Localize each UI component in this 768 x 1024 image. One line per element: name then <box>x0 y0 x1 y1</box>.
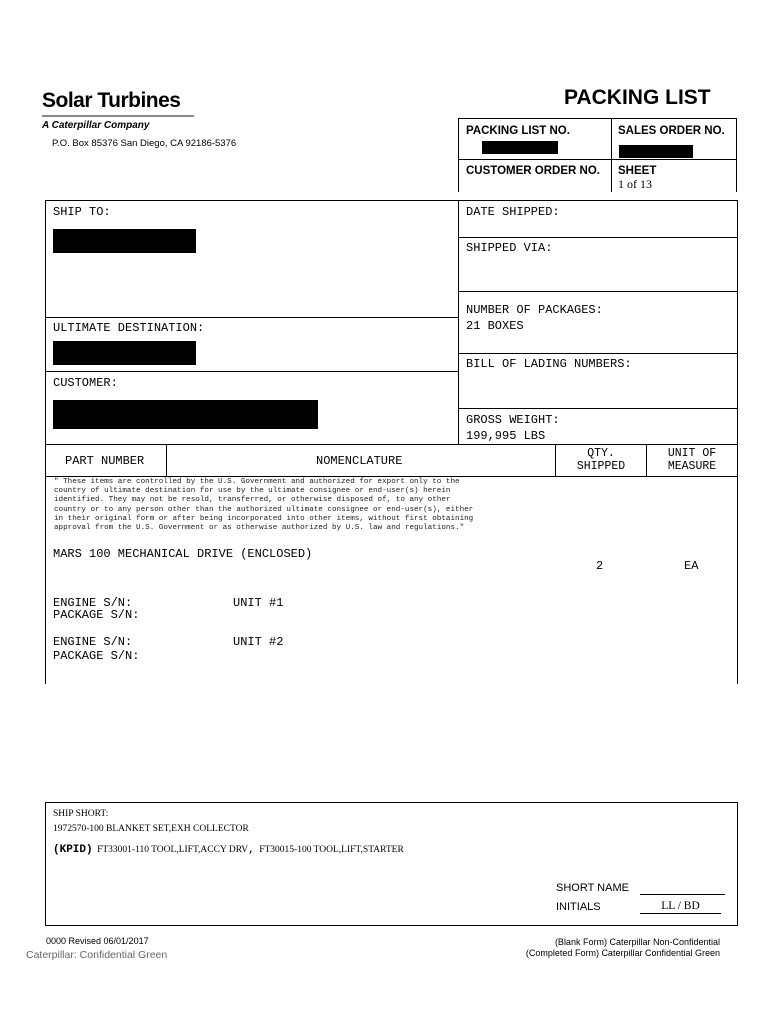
item-uom: EA <box>684 559 699 573</box>
customer-label: CUSTOMER: <box>53 376 118 390</box>
classification-label: Caterpillar: Confidential Green <box>26 949 168 961</box>
unit-1: UNIT #1 <box>233 596 284 610</box>
shipped-via-label: SHIPPED VIA: <box>466 241 553 255</box>
short-name-line <box>640 894 725 895</box>
company-address: P.O. Box 85376 San Diego, CA 92186-5376 <box>52 138 237 149</box>
col-nomenclature: NOMENCLATURE <box>316 454 403 468</box>
kpid-label: (KPID) <box>53 844 93 856</box>
page-title: PACKING LIST <box>564 86 711 109</box>
number-of-packages-label: NUMBER OF PACKAGES: <box>466 303 603 317</box>
company-subtitle: A Caterpillar Company <box>42 120 150 131</box>
gross-weight-label: GROSS WEIGHT: <box>466 413 560 427</box>
sales-order-no-label: SALES ORDER NO. <box>618 125 725 137</box>
logo-underline <box>42 115 194 117</box>
ship-to-redacted <box>53 229 196 253</box>
packing-list-no-label: PACKING LIST NO. <box>466 125 570 137</box>
unit-2: UNIT #2 <box>233 635 284 649</box>
ship-short-label: SHIP SHORT: <box>53 809 109 819</box>
ship-to-label: SHIP TO: <box>53 205 111 219</box>
sheet-value: 1 of 13 <box>618 177 652 191</box>
item-description: MARS 100 MECHANICAL DRIVE (ENCLOSED) <box>53 547 313 561</box>
customer-order-no-label: CUSTOMER ORDER NO. <box>466 165 600 177</box>
date-shipped-label: DATE SHIPPED: <box>466 205 560 219</box>
ultimate-destination-redacted <box>53 341 196 365</box>
company-logo: Solar Turbines <box>42 89 181 112</box>
ship-short-item-a: FT33001-110 TOOL,LIFT,ACCY DRV <box>97 845 249 855</box>
engine-sn-label-2: ENGINE S/N: <box>53 635 133 649</box>
item-qty: 2 <box>596 559 604 573</box>
initials-value: LL / BD <box>640 900 721 914</box>
ship-short-item-b: FT30015-100 TOOL,LIFT,STARTER <box>259 845 404 855</box>
package-sn-label-2: PACKAGE S/N: <box>53 649 140 663</box>
export-control-notice: " These items are controlled by the U.S. Government and authorized for export only to the country of ultimate destination for use by the ultimate consignee or end-user(s) herein identified. They may not be resold, transferred, or otherwise disposed of, to any other country or to any person other than the authorized ultimate consignee or end-user(s), either in their original form or after being incorporated into other items, without first obtaining approval from the U.S. Government or as otherwise authorized by U.S. law and regulations." <box>54 478 474 533</box>
bill-of-lading-label: BILL OF LADING NUMBERS: <box>466 357 632 371</box>
sheet-label: SHEET <box>618 165 657 177</box>
customer-redacted <box>53 400 318 429</box>
ship-short-line-1: 1972570-100 BLANKET SET,EXH COLLECTOR <box>53 824 249 834</box>
gross-weight-value: 199,995 LBS <box>466 429 546 443</box>
ultimate-destination-label: ULTIMATE DESTINATION: <box>53 321 205 335</box>
col-part-number: PART NUMBER <box>65 454 145 468</box>
blank-form-note: (Blank Form) Caterpillar Non-Confidential <box>554 937 720 947</box>
col-qty-shipped: QTY. SHIPPED <box>576 447 626 473</box>
number-of-packages-value: 21 BOXES <box>466 319 524 333</box>
initials-label: INITIALS <box>556 901 601 913</box>
packing-list-no-redacted <box>482 141 558 154</box>
ship-short-box <box>45 802 738 926</box>
revision-note: 0000 Revised 06/01/2017 <box>46 936 149 946</box>
package-sn-label-1: PACKAGE S/N: <box>53 608 140 622</box>
col-unit-of-measure: UNIT OF MEASURE <box>667 447 717 473</box>
ship-short-line-2 <box>53 839 404 857</box>
engine-sn-label-1: ENGINE S/N: <box>53 596 133 610</box>
ship-short-separator: , <box>248 844 255 856</box>
completed-form-note: (Completed Form) Caterpillar Confidential Green <box>525 948 720 958</box>
short-name-label: SHORT NAME <box>556 882 629 894</box>
sales-order-no-redacted <box>619 145 693 158</box>
